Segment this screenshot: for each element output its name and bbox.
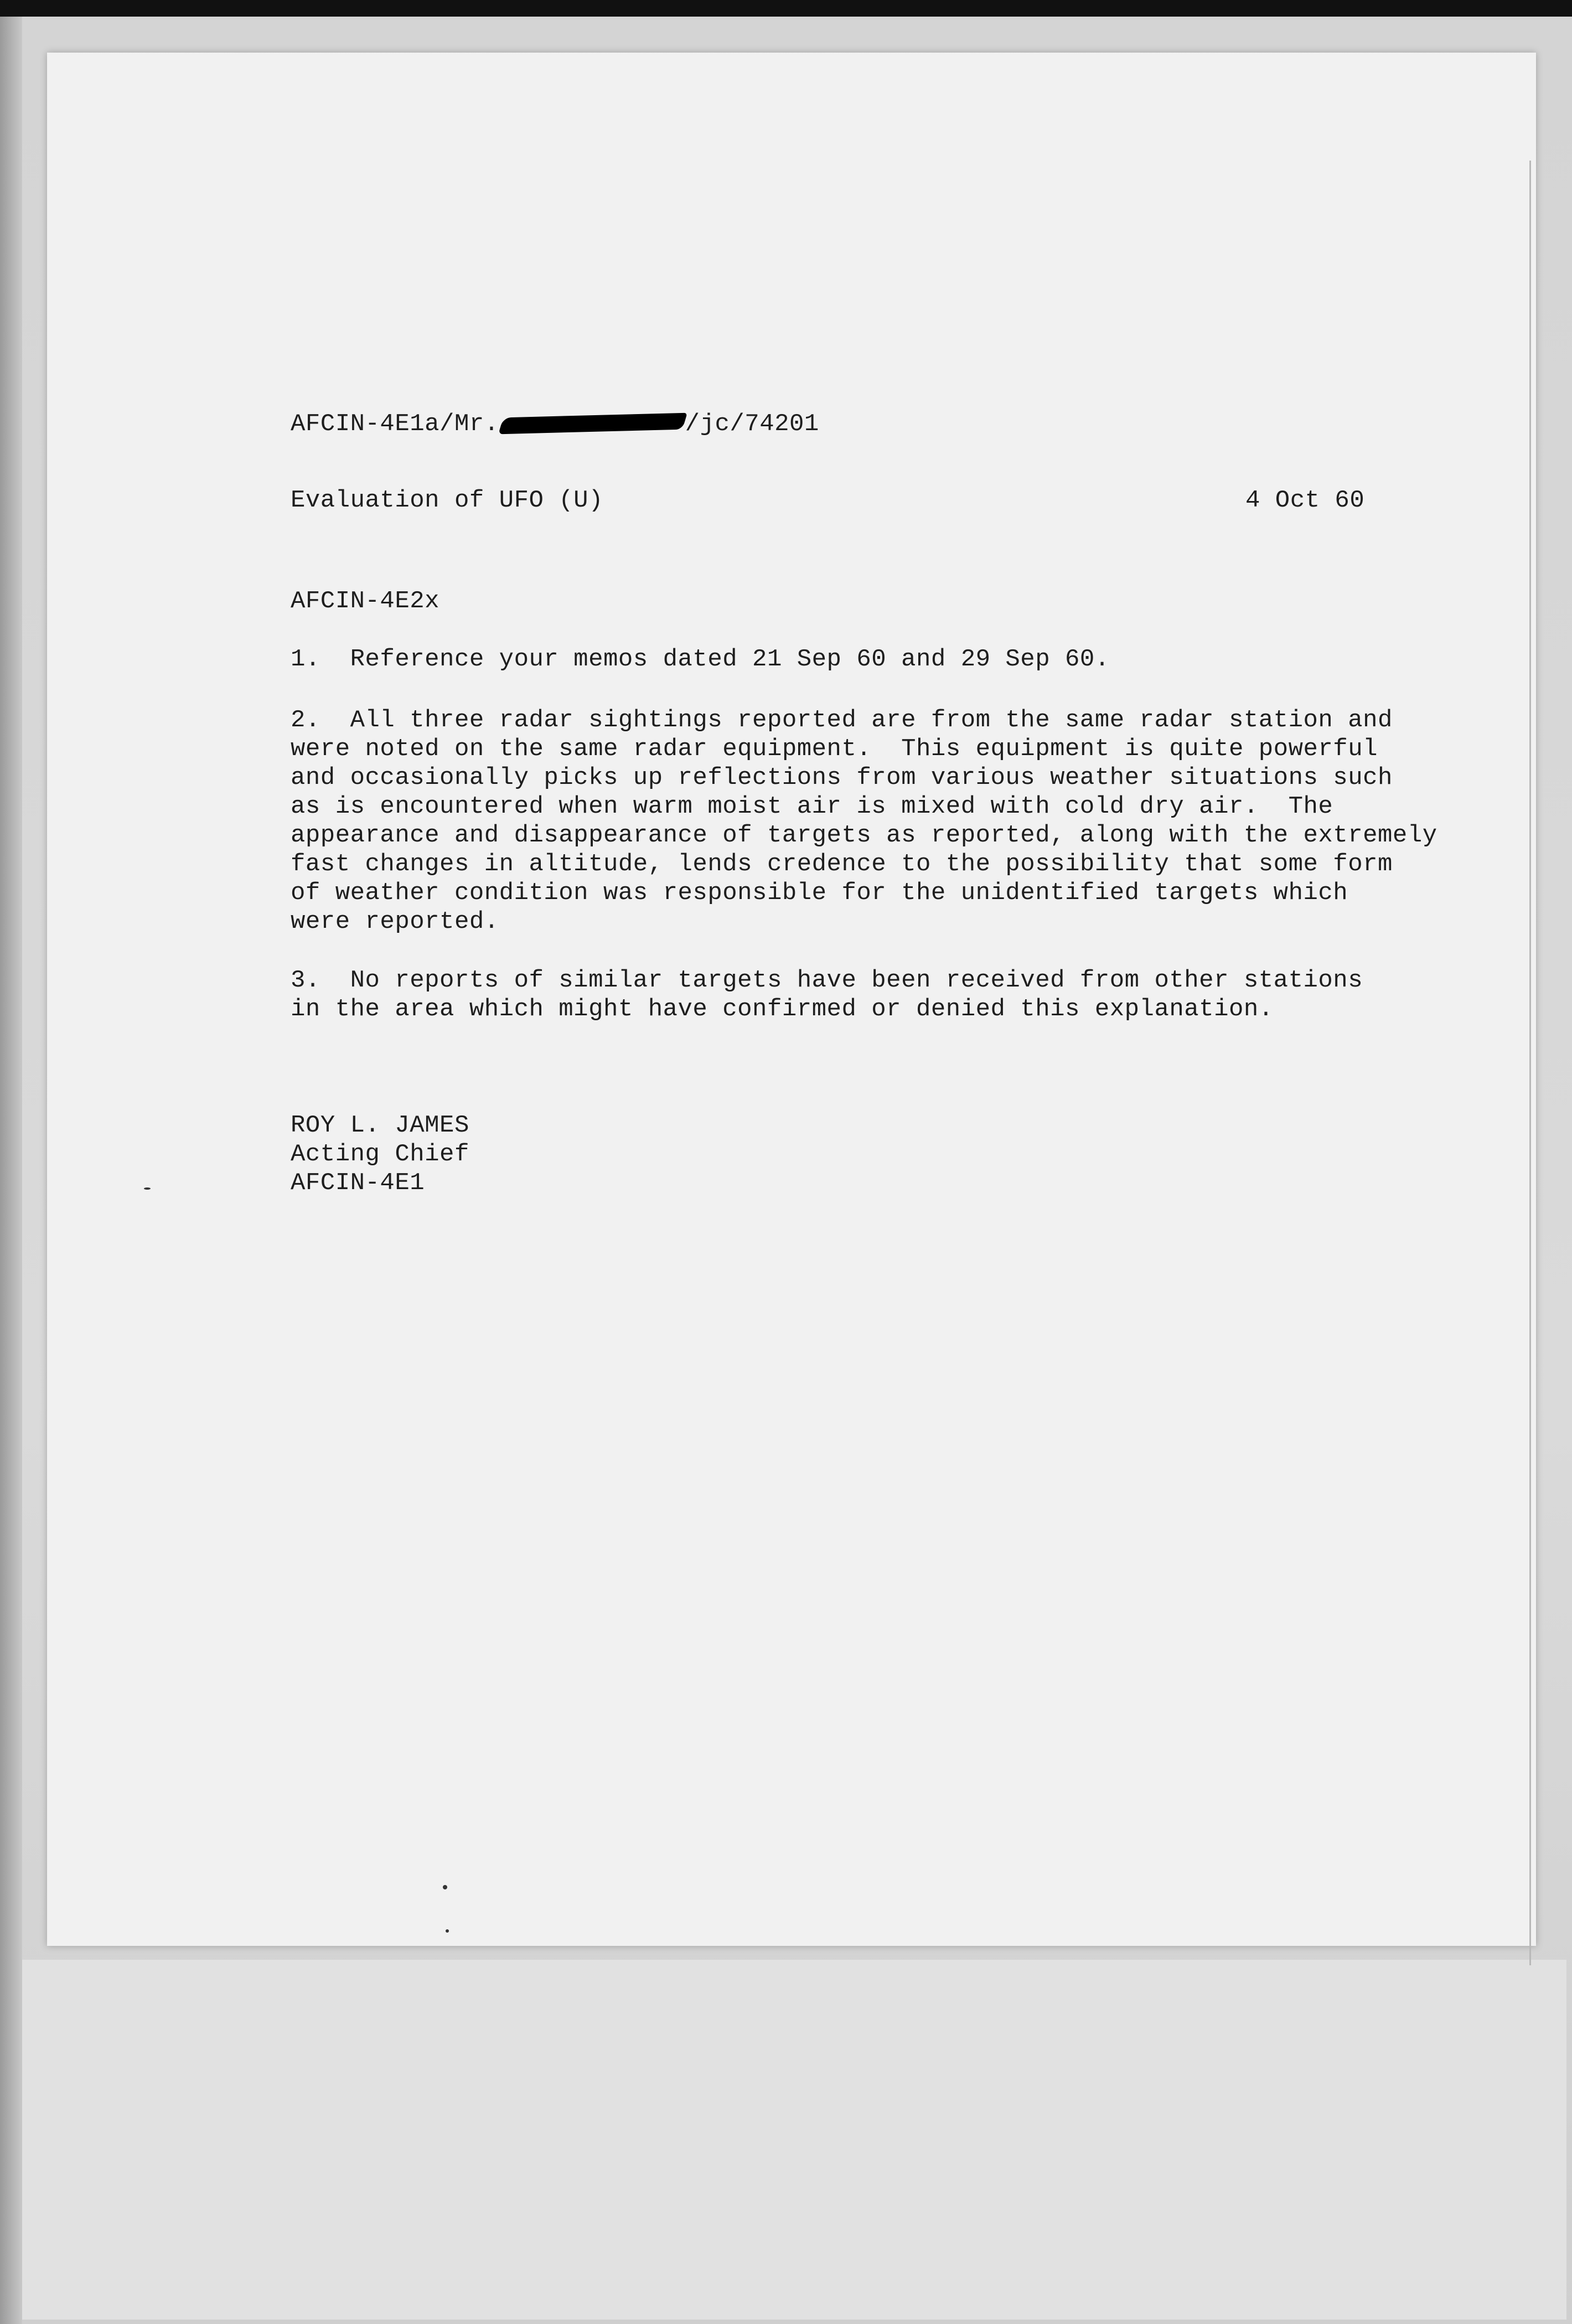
- signature-title: Acting Chief: [291, 1140, 469, 1168]
- signature-block: [291, 1111, 469, 1197]
- signature-name: ROY L. JAMES: [291, 1112, 469, 1139]
- routing-suffix: /jc/74201: [685, 410, 819, 438]
- paragraph-3: 3. No reports of similar targets have been received from other stations in the area which might have confirmed or denied this explanation.: [291, 967, 1363, 1023]
- paragraph-2: 2. All three radar sightings reported are from the same radar station and were noted on the same radar equipment. This equipment is quite powerful and occasionally picks up reflections from various weather situations such as is encountered when warm moist air is mixed with cold dry air. The appearance and disappearance of targets as reported, along with the extremely fast changes in altitude, lends credence to the possibility that some form of weather condition was responsible for the unidentified targets which were reported.: [291, 706, 1437, 936]
- paragraph-1: 1. Reference your memos dated 21 Sep 60 and 29 Sep 60.: [291, 645, 1110, 673]
- memo-subject: Evaluation of UFO (U): [291, 487, 603, 514]
- routing-prefix: AFCIN-4E1a/Mr.: [291, 410, 499, 438]
- signature-office: AFCIN-4E1: [291, 1169, 425, 1197]
- memo-addressee: AFCIN-4E2x: [291, 587, 440, 615]
- scan-left-edge: [0, 17, 22, 2324]
- memo-date: 4 Oct 60: [1245, 487, 1365, 514]
- scan-lower-background: [17, 1960, 1566, 2320]
- scan-top-border: [0, 0, 1572, 17]
- scan-speck: [144, 1187, 151, 1190]
- scan-speck: [443, 1885, 447, 1889]
- redaction-mark: [498, 413, 687, 435]
- routing-line: [291, 410, 819, 438]
- page-right-rule: [1529, 161, 1531, 1965]
- memo-page: [47, 53, 1536, 1946]
- scan-speck: [446, 1929, 449, 1933]
